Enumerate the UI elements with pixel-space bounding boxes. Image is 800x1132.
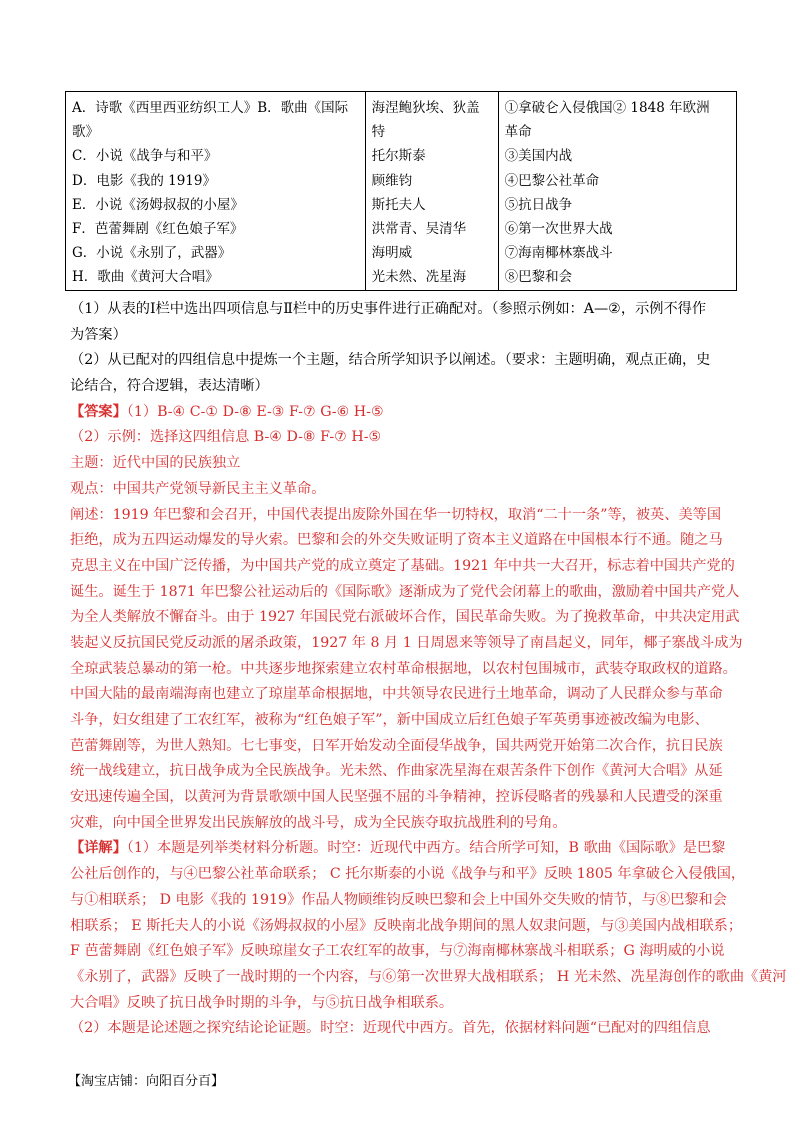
column-events bbox=[498, 92, 736, 291]
table-cell-line: 斯托夫人 bbox=[371, 196, 426, 213]
line-text: 斗争，妇女组建了工农红军，被称为“红色娘子军”，新中国成立后红色娘子军英勇事迹被改编为电影、 bbox=[70, 712, 709, 728]
text-line bbox=[70, 759, 742, 785]
text-line bbox=[70, 297, 742, 323]
line-text: 拒绝，成为五四运动爆发的导火索。巴黎和会的外交失败证明了资本主义道路在中国根本行不通。随之马 bbox=[70, 532, 723, 549]
line-text: 《永别了，武器》反映了一战时期的一个内容，与⑥第一次世界大战相联系； H 光未然、冼星海创作的歌曲《黄河 bbox=[70, 968, 787, 985]
line-text: （1）本题是列举类材料分析题。时空：近现代中西方。结合所学可知，B 歌曲《国际歌》是巴黎 bbox=[126, 840, 726, 857]
table-cell-line: 托尔斯泰 bbox=[371, 148, 426, 165]
text-line bbox=[70, 400, 742, 426]
table-cell-line: ⑦海南椰林寨战斗 bbox=[504, 245, 613, 262]
column-authors bbox=[365, 92, 498, 291]
table-cell-line: D．电影《我的 1919》 bbox=[72, 172, 216, 189]
text-line bbox=[70, 785, 742, 811]
line-text: 观点：中国共产党领导新民主主义革命。 bbox=[70, 480, 326, 497]
text-line bbox=[70, 836, 742, 862]
text-line bbox=[70, 323, 742, 349]
text-line bbox=[70, 991, 742, 1017]
text-line bbox=[70, 914, 742, 940]
text-line bbox=[70, 374, 742, 400]
line-text: 相联系； E 斯托夫人的小说《汤姆叔叔的小屋》反映南北战争期间的黑人奴隶问题，与③美国内战相联系； bbox=[70, 917, 743, 934]
line-text: 中国大陆的最南端海南也建立了琼崖革命根据地，中共领导农民进行土地革命，调动了人民群众参与革命 bbox=[70, 686, 723, 703]
line-text: 安迅速传遍全国，以黄河为背景歌颂中国人民坚强不屈的斗争精神，控诉侵略者的残暴和人民遭受的深重 bbox=[70, 789, 723, 806]
table-cell-line: A．诗歌《西里西亚纺织工人》B．歌曲《国际 bbox=[72, 100, 349, 116]
table-cell-line: ⑤抗日战争 bbox=[504, 196, 573, 213]
table-cell-line: ④巴黎公社革命 bbox=[504, 172, 600, 189]
table-cell-line: 特 bbox=[371, 124, 386, 141]
text-line bbox=[70, 477, 742, 503]
column-works bbox=[66, 92, 366, 291]
line-text: 统一战线建立，抗日战争成为全民族战争。光未然、作曲家冼星海在艰苦条件下创作《黄河大合唱》从延 bbox=[70, 763, 723, 780]
line-text: F 芭蕾舞剧《红色娘子军》反映琼崖女子工农红军的故事，与⑦海南椰林寨战斗相联系；G 海明威的小说 bbox=[70, 943, 725, 960]
text-line bbox=[70, 965, 787, 991]
footer-shop-label: 【淘宝店铺：向阳百分百】 bbox=[68, 1074, 225, 1089]
matching-table bbox=[65, 91, 737, 291]
line-text: （2）本题是论述题之探究结论论证题。时空：近现代中西方。首先，依据材料问题“已配对的四组信息 bbox=[70, 1020, 711, 1037]
line-text: （2）从已配对的四组信息中提炼一个主题，结合所学知识予以阐述。（要求：主题明确，观点正确，史 bbox=[70, 352, 711, 369]
line-text: 与①相联系； D 电影《我的 1919》作品人物顾维钧反映巴黎和会上中国外交失败的情节，与⑧巴黎和会 bbox=[70, 891, 727, 908]
table-cell-line: ①拿破仑入侵俄国② 1848 年欧洲 bbox=[504, 100, 710, 116]
line-text: 灾难，向中国全世界发出民族解放的战斗号，成为全民族夺取抗战胜利的号角。 bbox=[70, 814, 567, 831]
text-line bbox=[70, 425, 742, 451]
line-text: 大合唱》反映了抗日战争时期的斗争，与⑤抗日战争相联系。 bbox=[70, 994, 454, 1011]
text-line bbox=[70, 348, 742, 374]
text-line bbox=[70, 657, 742, 683]
line-text: 为答案） bbox=[70, 326, 127, 343]
text-line bbox=[70, 708, 742, 734]
line-text: 克思主义在中国广泛传播，为中国共产党的成立奠定了基础。1921 年中共一大召开，标志着中国共产党的 bbox=[70, 557, 735, 574]
text-line bbox=[70, 862, 746, 888]
question-and-answer-text bbox=[70, 297, 787, 1042]
table-cell-line: E．小说《汤姆叔叔的小屋》 bbox=[72, 196, 244, 213]
text-line bbox=[70, 580, 742, 606]
table-cell-line: 洪常青、吴清华 bbox=[371, 221, 467, 238]
text-line bbox=[70, 451, 742, 477]
line-text: 诞生。诞生于 1871 年巴黎公社运动后的《国际歌》逐渐成为了党代会闭幕上的歌曲，激励着中国共产党人 bbox=[70, 583, 740, 600]
text-line bbox=[70, 554, 742, 580]
table-cell-line: 顾维钧 bbox=[371, 172, 413, 189]
line-text: 论结合，符合逻辑，表达清晰） bbox=[70, 378, 269, 395]
line-text: （1）B-④ C-① D-⑧ E-③ F-⑦ G-⑥ H-⑤ bbox=[126, 403, 384, 420]
table-cell-line: 歌》 bbox=[72, 124, 99, 141]
table-cell-line: 光未然、冼星海 bbox=[371, 269, 467, 286]
text-line bbox=[70, 1016, 742, 1042]
table-cell-line: C．小说《战争与和平》 bbox=[72, 148, 218, 165]
table-cell-line: ③美国内战 bbox=[504, 148, 573, 165]
line-text: （2）示例：选择这四组信息 B-④ D-⑧ F-⑦ H-⑤ bbox=[70, 429, 382, 446]
text-line bbox=[70, 682, 742, 708]
line-text: 芭蕾舞剧等，为世人熟知。七七事变，日军开始发动全面侵华战争，国共两党开始第二次合作，抗日民族 bbox=[70, 737, 723, 754]
line-text: 公社后创作的，与④巴黎公社革命联系； C 托尔斯泰的小说《战争与和平》反映 1805 年拿破仑入侵俄国， bbox=[70, 866, 746, 883]
section-tag: 【答案】 bbox=[70, 403, 127, 420]
line-text: 为全人类解放不懈奋斗。由于 1927 年国民党右派破坏合作，国民革命失败。为了挽救革命，中共决定用武 bbox=[70, 609, 740, 626]
line-text: 主题：近代中国的民族独立 bbox=[70, 455, 241, 472]
text-line bbox=[70, 888, 742, 914]
table-cell-line: 海明威 bbox=[371, 245, 413, 262]
line-text: 阐述：1919 年巴黎和会召开，中国代表提出废除外国在华一切特权，取消“二十一条”等，被英、美等国 bbox=[70, 506, 722, 523]
text-line bbox=[70, 939, 742, 965]
text-line bbox=[70, 811, 742, 837]
table-cell-line: F．芭蕾舞剧《红色娘子军》 bbox=[72, 221, 244, 238]
table-cell-line: ⑧巴黎和会 bbox=[504, 269, 573, 286]
section-tag: 【详解】 bbox=[70, 840, 127, 857]
table-row bbox=[66, 92, 737, 291]
table-cell-line: 海涅鲍狄埃、狄盖 bbox=[371, 100, 480, 116]
line-text: （1）从表的Ⅰ栏中选出四项信息与Ⅱ栏中的历史事件进行正确配对。（参照示例如：A—②，示例不得作 bbox=[70, 301, 707, 317]
table-cell-line: H．歌曲《黄河大合唱》 bbox=[72, 269, 219, 286]
text-line bbox=[70, 503, 742, 529]
line-text: 装起义反抗国民党反动派的屠杀政策，1927 年 8 月 1 日周恩来等领导了南昌起义，同年，椰子寨战斗成为 bbox=[70, 634, 743, 651]
table-cell-line: ⑥第一次世界大战 bbox=[504, 221, 613, 238]
text-line bbox=[70, 734, 742, 760]
text-line bbox=[70, 528, 742, 554]
text-line bbox=[70, 631, 742, 657]
line-text: 全琼武装总暴动的第一枪。中共逐步地探索建立农村革命根据地，以农村包围城市，武装夺取政权的道路。 bbox=[70, 660, 737, 677]
table-cell-line: G．小说《永别了，武器》 bbox=[72, 245, 232, 262]
table-cell-line: 革命 bbox=[504, 124, 532, 141]
text-line bbox=[70, 605, 742, 631]
